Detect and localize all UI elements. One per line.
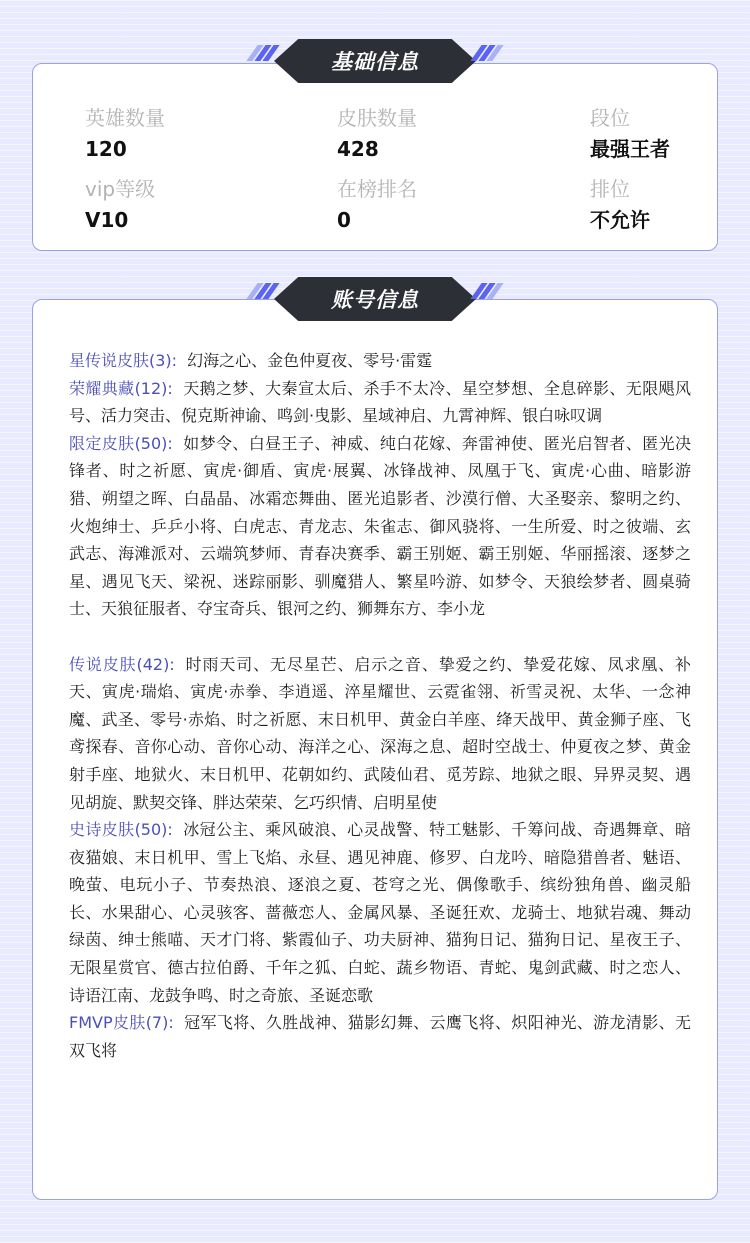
- category-name: FMVP皮肤(7):: [69, 1013, 174, 1033]
- category-items: 冰冠公主、乘风破浪、心灵战警、特工魅影、千筹问战、奇遇舞章、暗夜猫娘、末日机甲、雪上飞焰、永昼、遇见神鹿、修罗、白龙吟、暗隐猎兽者、魅语、晚萤、电玩小子、节奏热浪、逐浪之夏、苍穹之光、偶像歌手、缤纷独角兽、幽灵船长、水果甜心、心灵骇客、蔷薇恋人、金属风暴、圣诞狂欢、龙骑士、地狱岩魂、舞动绿茵、绅士熊喵、天才门将、紫霞仙子、功夫厨神、猫狗日记、猫狗日记、星夜王子、无限星赏官、德古拉伯爵、千年之狐、白蛇、蔬乡物语、青蛇、鬼剑武藏、时之恋人、诗语江南、龙鼓争鸣、时之奇旅、圣诞恋歌: [69, 820, 691, 1005]
- category-name: 史诗皮肤(50):: [69, 820, 173, 840]
- stripe-decoration-left: [246, 283, 276, 313]
- category-name: 传说皮肤(42):: [69, 654, 175, 674]
- stat-label: 英雄数量: [85, 106, 165, 130]
- stat-value: V10: [85, 208, 129, 232]
- skin-category: [69, 816, 691, 1009]
- category-items: 幻海之心、金色仲夏夜、零号·雷霆: [187, 351, 433, 370]
- stat-value: 0: [337, 208, 351, 232]
- account-info-card: [32, 299, 718, 1200]
- stat-value: 120: [85, 137, 127, 161]
- category-name: 限定皮肤(50):: [69, 433, 173, 453]
- stat-value: 不允许: [590, 208, 650, 232]
- stat-skin-count: [337, 105, 417, 162]
- stat-leaderboard-rank: [337, 176, 417, 233]
- stripe-decoration-right: [474, 283, 504, 313]
- basic-info-title: 基础信息: [331, 50, 419, 74]
- category-items: 时雨天司、无尽星芒、启示之音、挚爱之约、挚爱花嫁、凤求凰、补天、寅虎·瑞焰、寅虎·赤拳、李逍遥、淬星耀世、云霓雀翎、祈雪灵祝、太华、一念神魔、武圣、零号·赤焰、时之祈愿、末日机甲、黄金白羊座、绛天战甲、黄金狮子座、飞鸢探春、音你心动、音你心动、海洋之心、深海之息、超时空战士、仲夏夜之梦、黄金射手座、地狱火、末日机甲、花朝如约、武陵仙君、觅芳踪、地狱之眼、异界灵契、遇见胡旋、默契交锋、胖达荣荣、乞巧织情、启明星使: [69, 654, 691, 812]
- stat-hero-count: [85, 105, 165, 162]
- basic-info-tab: [246, 37, 504, 85]
- stat-label: 在榜排名: [337, 177, 417, 201]
- category-name: 星传说皮肤(3):: [69, 351, 178, 370]
- skin-category: [69, 430, 691, 623]
- account-info-title: 账号信息: [331, 288, 419, 312]
- stripe-decoration-right: [474, 45, 504, 75]
- skin-category: [69, 651, 691, 817]
- category-name: 荣耀典藏(12):: [69, 378, 173, 398]
- stat-ranked-allowed: [590, 176, 650, 233]
- skin-category: [69, 375, 691, 430]
- category-items: 天鹅之梦、大秦宣太后、杀手不太冷、星空梦想、全息碎影、无限飓风号、活力突击、倪克斯神谕、鸣剑·曳影、星域神启、九霄神辉、银白咏叹调: [69, 378, 691, 426]
- stat-value: 最强王者: [590, 137, 670, 161]
- stat-vip-level: [85, 176, 155, 233]
- skin-category: [69, 1009, 691, 1064]
- stat-rank-tier: [590, 105, 670, 162]
- stat-value: 428: [337, 137, 379, 161]
- stat-label: 排位: [590, 177, 630, 201]
- stripe-decoration-left: [246, 45, 276, 75]
- category-items: 如梦令、白昼王子、神威、纯白花嫁、奔雷神使、匿光启智者、匿光决锋者、时之祈愿、寅虎·御盾、寅虎·展翼、冰锋战神、凤凰于飞、寅虎·心曲、暗影游猎、朔望之晖、白晶晶、冰霜恋舞曲、匿光追影者、沙漠行僧、大圣娶亲、黎明之约、火炮绅士、乒乒小将、白虎志、青龙志、朱雀志、御风骁将、一生所爱、时之彼端、玄武志、海滩派对、云端筑梦师、青春决赛季、霸王别姬、霸王别姬、华丽摇滚、逐梦之星、遇见飞天、梁祝、迷踪丽影、驯魔猎人、繁星吟游、如梦令、天狼绘梦者、圆桌骑士、天狼征服者、夺宝奇兵、银河之约、狮舞东方、李小龙: [69, 433, 691, 619]
- stat-label: vip等级: [85, 177, 156, 201]
- account-info-tab: [246, 275, 504, 323]
- stat-label: 段位: [590, 106, 630, 130]
- skin-category: [69, 347, 691, 375]
- skin-list: [69, 347, 691, 1064]
- category-items: 冠军飞将、久胜战神、猫影幻舞、云鹰飞将、炽阳神光、游龙清影、无双飞将: [69, 1013, 691, 1060]
- spacer: [69, 623, 691, 651]
- basic-info-card: [32, 63, 718, 251]
- stat-label: 皮肤数量: [337, 106, 417, 130]
